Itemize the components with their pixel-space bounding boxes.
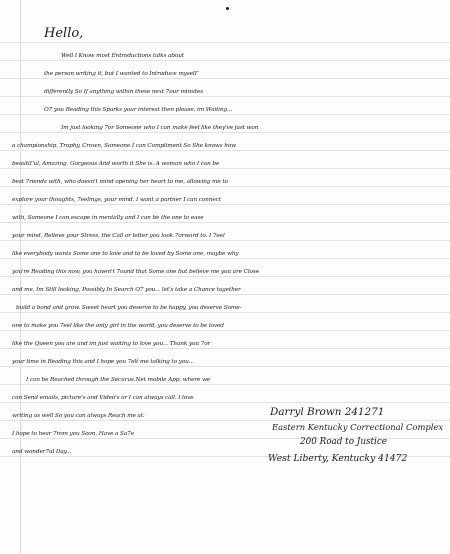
letter-greeting: Hello,	[44, 26, 84, 41]
letter-line: beautiΓul, Amazing, Gorgeous And worth it She is. A woman who I can be	[12, 161, 220, 167]
letter-line: best 7riends with, who doesn't mind opening her heart to me, allowing me to	[12, 179, 228, 185]
letter-line: one to make you 7eel like the only girl in the world, you deserve to be loved	[12, 323, 224, 329]
address-line: 200 Road to Justice	[300, 437, 387, 447]
letter-line: like everybody wants Some one to love and to be loved by Some one, maybe why	[12, 251, 239, 257]
letter-line: the person writing it, but I wanted to Introduce myselΓ	[44, 71, 199, 77]
letter-line: Im just looking 7or Someone who I can make feel like they've just won	[61, 125, 259, 131]
letter-line: I can be Reached through the Securus.Net mobile App, where we	[26, 377, 211, 383]
letter-line: writing as well So you can always Reach me at:	[12, 413, 145, 419]
letter-line: your mind, Relieve your Stress, the Call or letter you look 7orward to. I 7eel	[12, 233, 225, 239]
letter-line: O7 you Reading this Sparks your interest then please, im Waiting...	[44, 107, 233, 113]
letter-line: like the Queen you are and im just waiting to love you... Thank you 7or	[12, 341, 211, 347]
letter-line: build a bond and grow. Sweet heart you deserve to be happy, you deserve Some-	[16, 305, 242, 311]
letter-line: can Send emails, picture's and Video's or I can always call. I love	[12, 395, 194, 401]
letter-line: with, Someone I can escape in mentally and I can be the one to ease	[12, 215, 204, 221]
letter-line: your time in Reading this and I hope you 7elt me talking to you...	[12, 359, 194, 365]
letter-line: and me, Im Still looking, Possibly In Search O7 you... let's take a Chance together	[12, 287, 241, 293]
letter-line: and wonder7ul Day...	[12, 449, 72, 455]
letter-line: explore your thoughts, 7eelings, your mind. I want a partner I can connect	[12, 197, 221, 203]
letter-line: I hope to hear 7rom you Soon, Have a Sa7e	[12, 431, 134, 437]
paper-dot	[226, 7, 229, 10]
letter-line: you're Reading this now, you haven't 7ound that Some one but believe me you are Close	[12, 269, 260, 275]
address-line: Eastern Kentucky Correctional Complex	[272, 422, 444, 432]
letter-line: a championship, Trophy, Crown, Someone I can Compliment So She knows how	[12, 143, 236, 149]
letter-line: differently So If anything within these next 7our minutes	[44, 89, 203, 95]
address-line: West Liberty, Kentucky 41472	[268, 453, 408, 464]
letter-line: Well I Know most Entroductions talks about	[61, 53, 184, 59]
signature: Darryl Brown 241271	[270, 406, 385, 418]
ruled-line	[0, 42, 450, 43]
